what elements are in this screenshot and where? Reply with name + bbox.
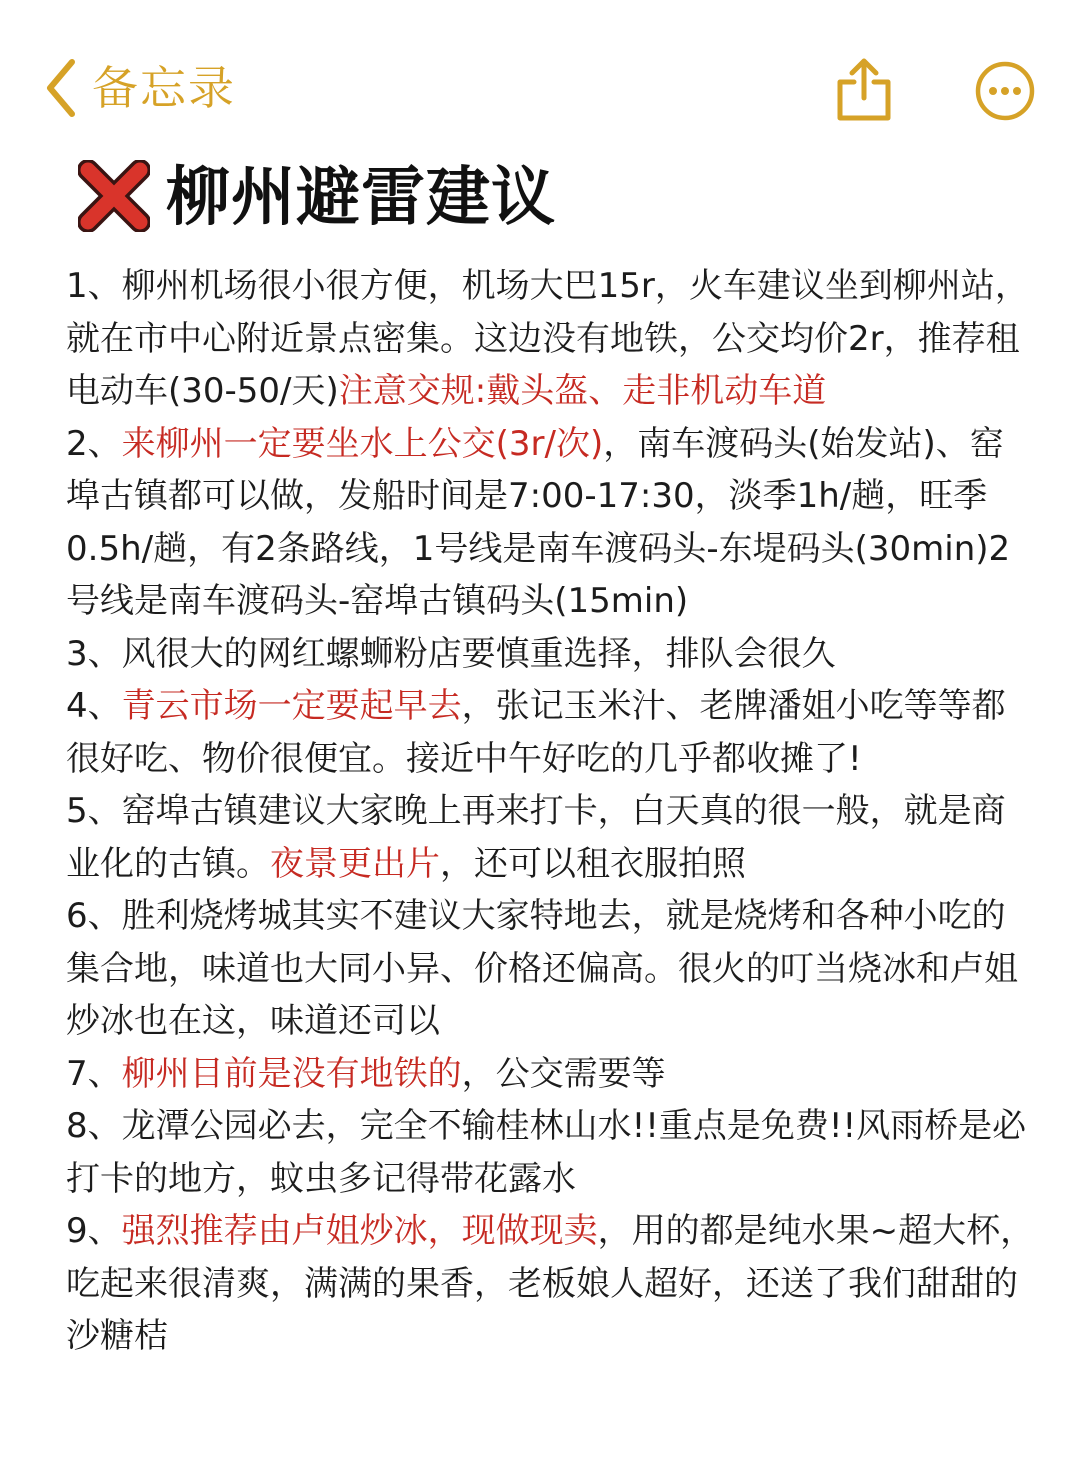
note-title: 柳州避雷建议 — [166, 161, 556, 235]
note-item-9 — [66, 1205, 1036, 1363]
more-options-button[interactable] — [974, 60, 1036, 122]
note-item-6 — [66, 890, 1036, 1048]
note-item-4 — [66, 680, 1036, 785]
item-5-highlight: 夜景更出片 — [270, 843, 440, 884]
item-3-text: 3、风很大的网红螺蛳粉店要慎重选择，排队会很久 — [66, 633, 836, 674]
note-body[interactable] — [66, 260, 1036, 1363]
note-item-7 — [66, 1048, 1036, 1101]
note-item-5 — [66, 785, 1036, 890]
back-button[interactable] — [44, 56, 236, 120]
item-1-text: 1、柳州机场很小很方便，机场大巴15r，火车建议坐到柳州站，就在市中心附近景点密集。这边没有地铁，公交均价2r，推荐租电动车(30-50/天) — [66, 266, 1029, 411]
share-icon — [834, 107, 894, 126]
item-6-text: 6、胜利烧烤城其实不建议大家特地去，就是烧烤和各种小吃的集合地，味道也大同小异、价格还偏高。很火的叮当烧冰和卢姐炒冰也在这，味道还司以 — [66, 896, 1018, 1041]
cross-mark-icon — [78, 160, 150, 236]
item-7-highlight: 柳州目前是没有地铁的 — [121, 1053, 462, 1094]
note-item-1 — [66, 260, 1036, 418]
item-2-text: ，南车渡码头(始发站)、窑埠古镇都可以做，发船时间是7:00-17:30，淡季1h/趟，旺季0.5h/趟，有2条路线，1号线是南车渡码头-东堤码头(30min)2号线是南车渡码头-窑埠古镇码头(15min) — [66, 423, 1011, 621]
ellipsis-circle-icon — [974, 107, 1036, 126]
item-9-text: ，用的都是纯水果~超大杯，吃起来很清爽，满满的果香，老板娘人超好，还送了我们甜甜的沙糖桔 — [66, 1211, 1035, 1356]
item-1-highlight: 注意交规:戴头盔、走非机动车道 — [338, 371, 827, 411]
note-title-row — [78, 158, 556, 238]
item-8-text: 8、龙潭公园必去，完全不输桂林山水!!重点是免费!!风雨桥是必打卡的地方，蚊虫多记得带花露水 — [66, 1106, 1027, 1199]
chevron-left-icon — [44, 58, 78, 118]
item-2-number: 2、 — [66, 423, 122, 464]
item-9-highlight: 强烈推荐由卢姐炒冰，现做现卖 — [121, 1211, 598, 1251]
item-9-number: 9、 — [66, 1211, 122, 1251]
share-button[interactable] — [834, 56, 894, 122]
note-item-2 — [66, 418, 1036, 628]
item-5-text-end: ，还可以租衣服拍照 — [440, 843, 746, 884]
item-4-number: 4、 — [66, 686, 122, 726]
item-7-number: 7、 — [66, 1053, 122, 1094]
item-7-text: ，公交需要等 — [461, 1053, 666, 1094]
item-2-highlight: 来柳州一定要坐水上公交(3r/次) — [121, 423, 604, 464]
navigation-bar — [0, 0, 1080, 150]
item-4-highlight: 青云市场一定要起早去 — [121, 686, 462, 726]
note-item-3 — [66, 628, 1036, 681]
item-5-text: 5、窑埠古镇建议大家晚上再来打卡，白天真的很一般，就是商业化的古镇。 — [66, 791, 1006, 884]
note-item-8 — [66, 1100, 1036, 1205]
back-button-label: 备忘录 — [92, 61, 236, 115]
item-4-text: ，张记玉米汁、老牌潘姐小吃等等都很好吃、物价很便宜。接近中午好吃的几乎都收摊了! — [66, 686, 1006, 779]
